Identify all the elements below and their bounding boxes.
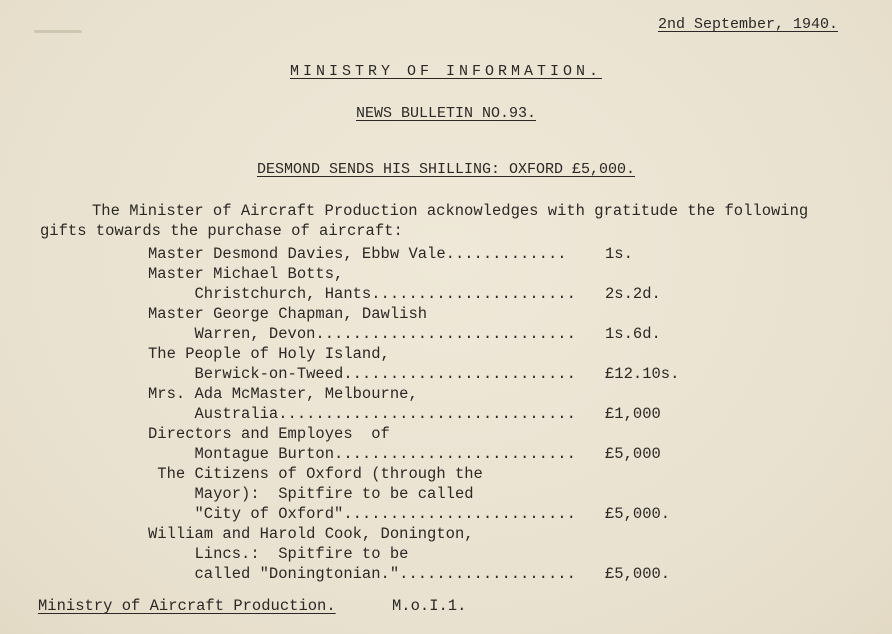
gift-text: Berwick-on-Tweed......................... bbox=[148, 365, 576, 383]
intro-line-2: gifts towards the purchase of aircraft: bbox=[40, 222, 403, 240]
gift-text: Master George Chapman, Dawlish bbox=[148, 305, 428, 323]
gift-amount: 1s.6d. bbox=[605, 325, 661, 343]
footer-source: Ministry of Aircraft Production. bbox=[38, 597, 336, 615]
gift-amount: 1s. bbox=[605, 245, 633, 263]
gift-amount: £1,000 bbox=[605, 405, 661, 423]
footer-reference: M.o.I.1. bbox=[392, 597, 467, 615]
bulletin-number: NEWS BULLETIN NO.93. bbox=[355, 105, 537, 122]
gift-text: Master Desmond Davies, Ebbw Vale............. bbox=[148, 245, 567, 263]
gift-text: Lincs.: Spitfire to be bbox=[148, 545, 409, 563]
ministry-heading: MINISTRY OF INFORMATION. bbox=[289, 63, 603, 80]
gift-amount: £5,000 bbox=[605, 445, 661, 463]
gift-amount: 2s.2d. bbox=[605, 285, 661, 303]
gift-amount: £5,000. bbox=[605, 565, 671, 583]
gift-text: Australia................................ bbox=[148, 405, 576, 423]
gift-text: called "Doningtonian."................... bbox=[148, 565, 576, 583]
headline: DESMOND SENDS HIS SHILLING: OXFORD £5,000. bbox=[256, 161, 636, 178]
gift-text: Master Michael Botts, bbox=[148, 265, 344, 283]
paper-mark bbox=[34, 30, 82, 33]
gift-text: Mrs. Ada McMaster, Melbourne, bbox=[148, 385, 418, 403]
gift-text: "City of Oxford"......................... bbox=[148, 505, 576, 523]
gift-text: Montague Burton.......................... bbox=[148, 445, 576, 463]
gift-text: The Citizens of Oxford (through the bbox=[148, 465, 483, 483]
gift-amount: £12.10s. bbox=[605, 365, 680, 383]
intro-line-1: The Minister of Aircraft Production acknowledges with gratitude the following bbox=[92, 202, 809, 220]
gift-text: The People of Holy Island, bbox=[148, 345, 390, 363]
gift-text: Warren, Devon............................ bbox=[148, 325, 576, 343]
gift-text: Mayor): Spitfire to be called bbox=[148, 485, 474, 503]
gift-text: Directors and Employes of bbox=[148, 425, 390, 443]
gift-text: Christchurch, Hants...................... bbox=[148, 285, 576, 303]
bulletin-date: 2nd September, 1940. bbox=[657, 16, 838, 33]
gift-text: William and Harold Cook, Donington, bbox=[148, 525, 474, 543]
gift-amount: £5,000. bbox=[605, 505, 671, 523]
